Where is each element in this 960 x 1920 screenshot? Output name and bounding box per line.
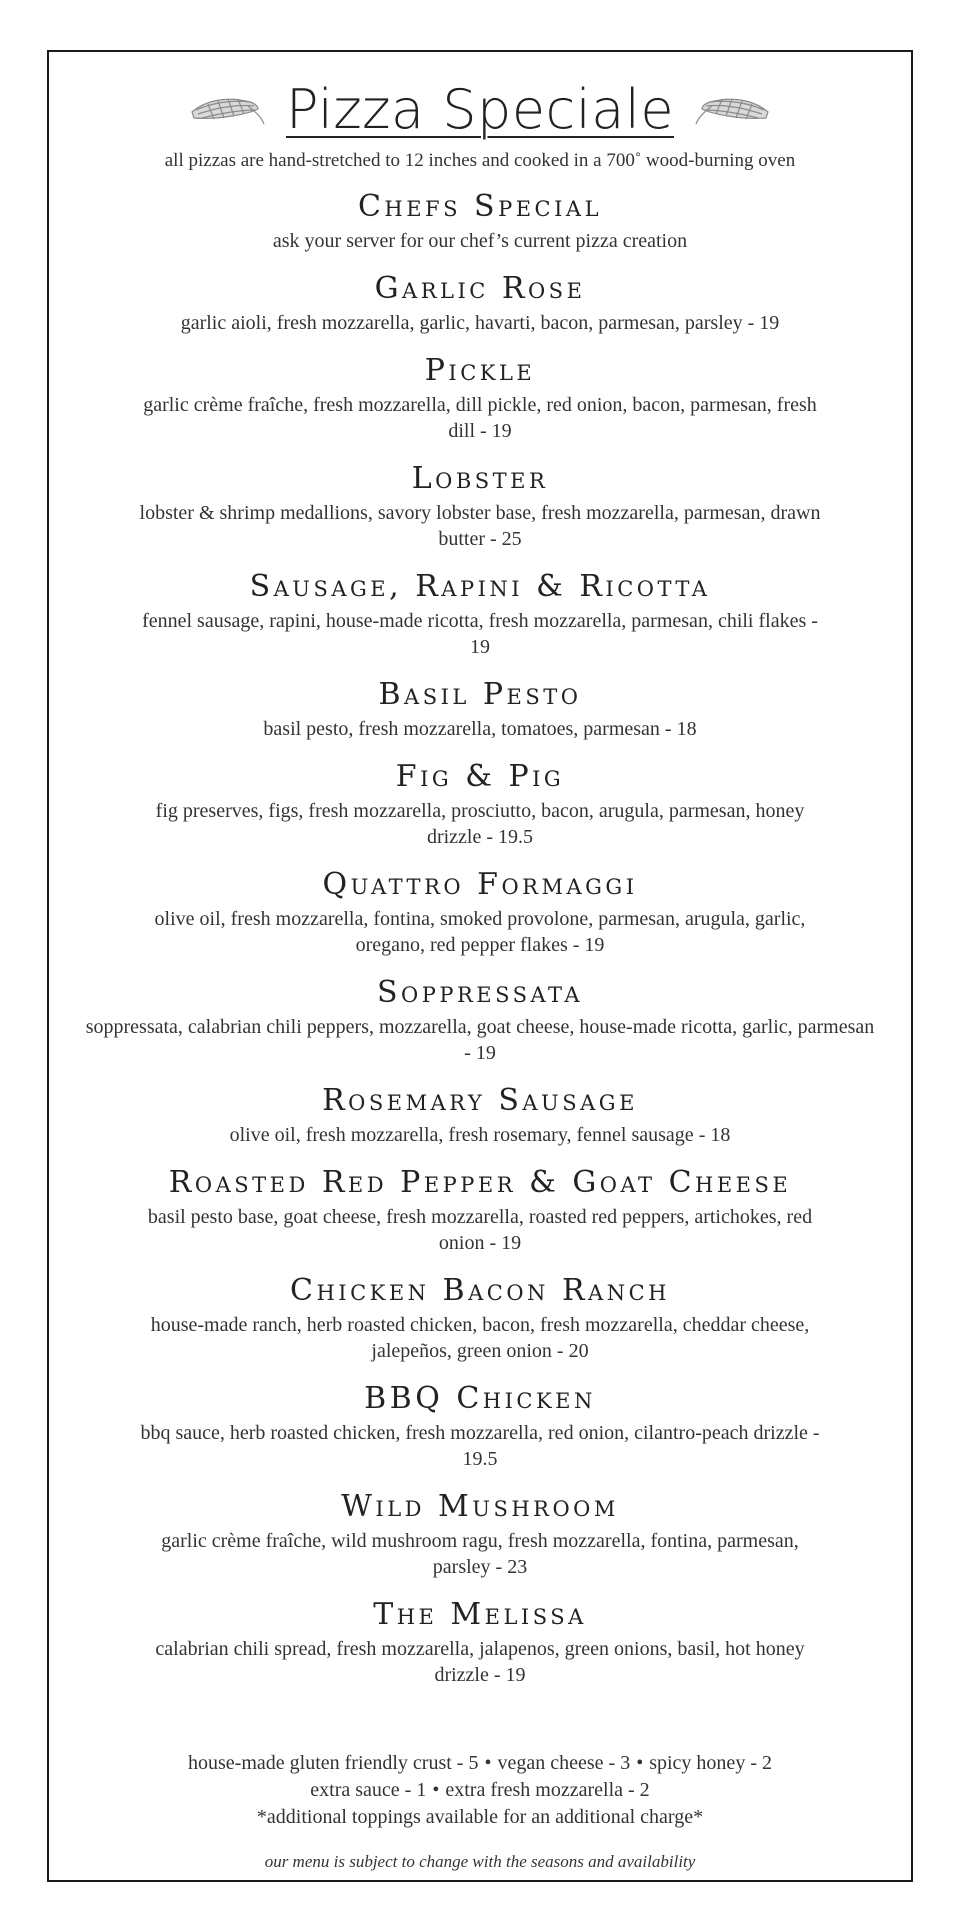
menu-item — [49, 975, 911, 1066]
item-description: lobster & shrimp medallions, savory lobster base, fresh mozzarella, parmesan, drawn butter - 25 — [139, 502, 821, 550]
menu-item — [49, 1489, 911, 1580]
item-description: garlic crème fraîche, wild mushroom ragu, fresh mozzarella, fontina, parmesan, parsley - 23 — [161, 1530, 799, 1578]
menu-item — [49, 461, 911, 552]
item-name: Chicken Bacon Ranch — [290, 1273, 670, 1308]
menu-item — [49, 1597, 911, 1688]
extra-sauce: extra sauce - 1 — [310, 1779, 427, 1801]
item-name: The Melissa — [373, 1597, 587, 1632]
item-name: Wild Mushroom — [341, 1489, 619, 1524]
item-name: Sausage, Rapini & Ricotta — [249, 569, 711, 604]
menu-item — [49, 353, 911, 444]
item-name: Chefs Special — [357, 189, 603, 224]
menu-item — [49, 867, 911, 958]
pasta-icon — [694, 90, 772, 130]
item-name: Rosemary Sausage — [322, 1083, 638, 1118]
extras-line-2 — [49, 1777, 911, 1804]
item-description: fennel sausage, rapini, house-made ricotta, fresh mozzarella, parmesan, chili flakes - 19 — [142, 610, 818, 658]
item-name: Fig & Pig — [395, 759, 565, 794]
item-name: Soppressata — [376, 975, 584, 1010]
title-row — [49, 74, 911, 146]
item-name: Roasted Red Pepper & Goat Cheese — [168, 1165, 792, 1200]
bullet: • — [484, 1752, 492, 1774]
menu-item — [49, 1381, 911, 1472]
extras-section — [49, 1750, 911, 1831]
item-description: ask your server for our chef’s current pizza creation — [272, 230, 688, 252]
item-name: Lobster — [411, 461, 549, 496]
menu-list — [49, 189, 911, 1708]
page-title: Pizza Speciale — [285, 78, 675, 141]
menu-item — [49, 677, 911, 742]
menu-item — [49, 1083, 911, 1148]
item-description: calabrian chili spread, fresh mozzarella, jalapenos, green onions, basil, hot honey drizzle - 19 — [155, 1638, 805, 1686]
item-description: olive oil, fresh mozzarella, fontina, smoked provolone, parmesan, arugula, garlic, oregano, red pepper flakes - 19 — [154, 908, 806, 956]
footer-note: our menu is subject to change with the seasons and availability — [264, 1852, 696, 1871]
item-description: olive oil, fresh mozzarella, fresh rosemary, fennel sausage - 18 — [229, 1124, 731, 1146]
item-description: basil pesto, fresh mozzarella, tomatoes, parmesan - 18 — [263, 718, 697, 740]
item-description: fig preserves, figs, fresh mozzarella, prosciutto, bacon, arugula, parmesan, honey drizzle - 19.5 — [155, 800, 805, 848]
pasta-icon — [188, 90, 266, 130]
extra-honey: spicy honey - 2 — [649, 1752, 772, 1774]
menu-frame — [47, 50, 913, 1882]
item-name: Garlic Rose — [374, 271, 586, 306]
extra-vegan: vegan cheese - 3 — [497, 1752, 631, 1774]
item-description: garlic aioli, fresh mozzarella, garlic, havarti, bacon, parmesan, parsley - 19 — [180, 312, 780, 334]
bullet: • — [432, 1779, 440, 1801]
menu-item — [49, 189, 911, 254]
extras-line-1 — [49, 1750, 911, 1777]
extras-toppings-note: *additional toppings available for an additional charge* — [256, 1806, 704, 1828]
item-description: garlic crème fraîche, fresh mozzarella, dill pickle, red onion, bacon, parmesan, fresh dill - 19 — [143, 394, 817, 442]
item-description: bbq sauce, herb roasted chicken, fresh mozzarella, red onion, cilantro-peach drizzle - 19.5 — [140, 1422, 820, 1470]
item-description: soppressata, calabrian chili peppers, mozzarella, goat cheese, house-made ricotta, garlic, parmesan - 19 — [85, 1016, 875, 1064]
menu-item — [49, 1165, 911, 1256]
item-name: Basil Pesto — [378, 677, 582, 712]
item-name: Pickle — [424, 353, 536, 388]
item-description: basil pesto base, goat cheese, fresh mozzarella, roasted red peppers, artichokes, red onion - 19 — [147, 1206, 813, 1254]
item-name: BBQ Chicken — [364, 1381, 596, 1416]
bullet: • — [636, 1752, 644, 1774]
menu-item — [49, 759, 911, 850]
menu-item — [49, 271, 911, 336]
item-description: house-made ranch, herb roasted chicken, bacon, fresh mozzarella, cheddar cheese, jalepeños, green onion - 20 — [150, 1314, 810, 1362]
menu-item — [49, 1273, 911, 1364]
menu-item — [49, 569, 911, 660]
extra-mozzarella: extra fresh mozzarella - 2 — [445, 1779, 650, 1801]
extra-crust: house-made gluten friendly crust - 5 — [188, 1752, 479, 1774]
item-name: Quattro Formaggi — [322, 867, 638, 902]
tagline: all pizzas are hand-stretched to 12 inches and cooked in a 700˚ wood-burning oven — [164, 150, 796, 171]
